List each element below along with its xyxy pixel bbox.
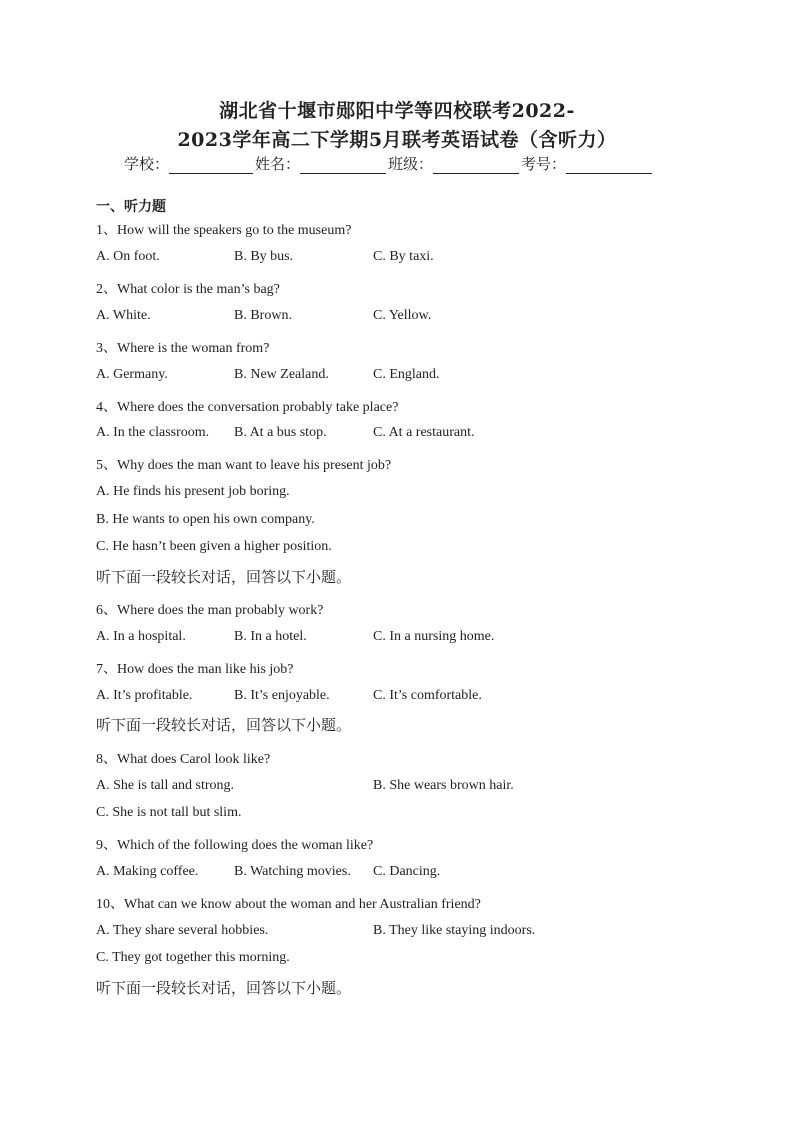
question-2-option-c: C. Yellow.: [373, 308, 432, 323]
question-3: 3、Where is the woman from?: [96, 341, 270, 356]
question-10-option-c: C. They got together this morning.: [96, 950, 290, 965]
instruction-3: 听下面一段较长对话，回答以下小题。: [96, 979, 352, 997]
question-10-option-a: A. They share several hobbies.: [96, 923, 269, 938]
question-8: 8、What does Carol look like?: [96, 752, 271, 767]
question-6-option-b: B. In a hotel.: [234, 629, 307, 644]
question-10: 10、What can we know about the woman and her Australian friend?: [96, 897, 481, 912]
question-7: 7、How does the man like his job?: [96, 662, 294, 677]
question-5-option-b: B. He wants to open his own company.: [96, 512, 315, 527]
question-8-option-b: B. She wears brown hair.: [373, 778, 514, 793]
question-7-option-c: C. It’s comfortable.: [373, 688, 482, 703]
question-4-option-a: A. In the classroom.: [96, 425, 210, 440]
question-10-option-b: B. They like staying indoors.: [373, 923, 536, 938]
number-blank[interactable]: [566, 157, 652, 174]
number-label: 考号：: [521, 155, 567, 173]
question-5: 5、Why does the man want to leave his present job?: [96, 458, 392, 473]
question-2-option-a: A. White.: [96, 308, 151, 323]
question-3-option-c: C. England.: [373, 367, 440, 382]
question-7-option-a: A. It’s profitable.: [96, 688, 193, 703]
instruction-1: 听下面一段较长对话，回答以下小题。: [96, 568, 352, 586]
page-title-line-1: 湖北省十堰市郧阳中学等四校联考2022-: [219, 100, 575, 122]
question-6-option-c: C. In a nursing home.: [373, 629, 495, 644]
question-4: 4、Where does the conversation probably take place?: [96, 400, 399, 415]
class-blank[interactable]: [433, 157, 519, 174]
question-1: 1、How will the speakers go to the museum?: [96, 223, 352, 238]
question-2-option-b: B. Brown.: [234, 308, 292, 323]
page-title-line-2: 2023学年高二下学期5月联考英语试卷（含听力）: [177, 129, 617, 151]
class-label: 班级：: [388, 155, 434, 173]
question-9-option-b: B. Watching movies.: [234, 864, 351, 879]
question-3-option-b: B. New Zealand.: [234, 367, 329, 382]
question-1-option-a: A. On foot.: [96, 249, 160, 264]
question-1-option-b: B. By bus.: [234, 249, 294, 264]
question-5-option-c: C. He hasn’t been given a higher position.: [96, 539, 332, 554]
question-7-option-b: B. It’s enjoyable.: [234, 688, 330, 703]
question-3-option-a: A. Germany.: [96, 367, 168, 382]
student-info-row: [124, 153, 654, 174]
section-heading: 一、听力题: [96, 199, 166, 215]
school-label: 学校：: [124, 155, 170, 173]
question-2: 2、What color is the man’s bag?: [96, 282, 280, 297]
name-blank[interactable]: [300, 157, 386, 174]
question-9: 9、Which of the following does the woman like?: [96, 838, 374, 853]
question-9-option-c: C. Dancing.: [373, 864, 441, 879]
question-4-option-c: C. At a restaurant.: [373, 425, 475, 440]
school-blank[interactable]: [169, 157, 253, 174]
question-6: 6、Where does the man probably work?: [96, 603, 324, 618]
question-6-option-a: A. In a hospital.: [96, 629, 186, 644]
name-label: 姓名：: [255, 155, 301, 173]
question-9-option-a: A. Making coffee.: [96, 864, 199, 879]
question-8-option-a: A. She is tall and strong.: [96, 778, 235, 793]
question-8-option-c: C. She is not tall but slim.: [96, 805, 242, 820]
question-5-option-a: A. He finds his present job boring.: [96, 484, 290, 499]
question-1-option-c: C. By taxi.: [373, 249, 434, 264]
instruction-2: 听下面一段较长对话，回答以下小题。: [96, 716, 352, 734]
question-4-option-b: B. At a bus stop.: [234, 425, 327, 440]
